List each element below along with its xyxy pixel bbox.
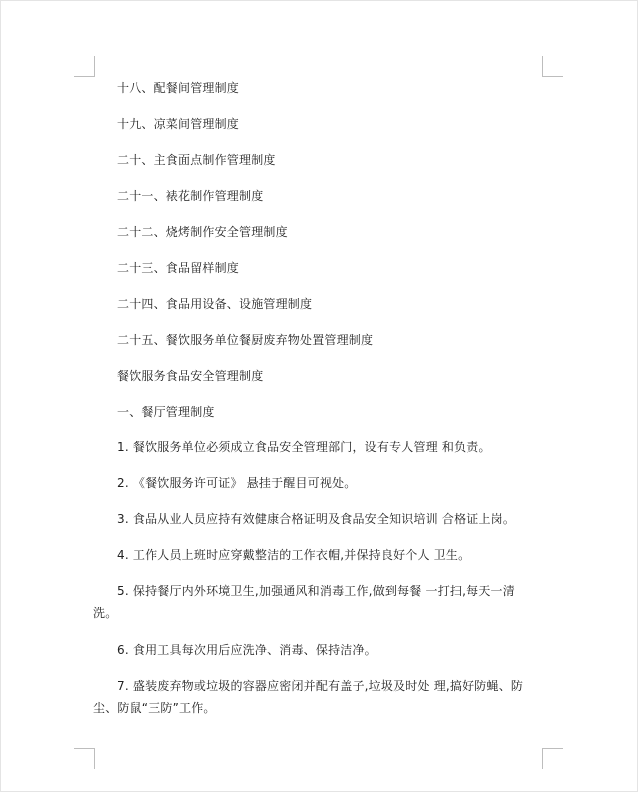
crop-mark-top-right <box>542 56 563 77</box>
rule-paragraph: 5. 保持餐厅内外环境卫生,加强通风和消毒工作,做到每餐 一打扫,每天一清洗。 <box>93 584 515 620</box>
rule-paragraph: 6. 食用工具每次用后应洗净、消毒、保持洁净。 <box>117 643 377 657</box>
rule-paragraph: 3. 食品从业人员应持有效健康合格证明及食品安全知识培训 合格证上岗。 <box>117 512 516 526</box>
rule-paragraph: 2. 《餐饮服务许可证》 悬挂于醒目可视处。 <box>117 476 357 490</box>
toc-item: 二十三、食品留样制度 <box>117 261 240 275</box>
toc-item: 二十二、烧烤制作安全管理制度 <box>117 225 288 239</box>
crop-mark-top-left <box>74 56 95 77</box>
rule-paragraph: 4. 工作人员上班时应穿戴整洁的工作衣帽,并保持良好个人 卫生。 <box>117 548 471 562</box>
toc-item: 二十、主食面点制作管理制度 <box>117 153 276 167</box>
document-title: 餐饮服务食品安全管理制度 <box>117 369 264 383</box>
toc-item: 二十一、裱花制作管理制度 <box>117 189 264 203</box>
crop-mark-bottom-left <box>74 748 95 769</box>
rule-paragraph: 7. 盛装废弃物或垃圾的容器应密闭并配有盖子,垃圾及时处 理,搞好防蝇、防尘、防鼠“三防”工作。 <box>93 679 524 715</box>
crop-mark-bottom-right <box>542 748 563 769</box>
toc-item: 十八、配餐间管理制度 <box>117 81 240 95</box>
rule-paragraph: 1. 餐饮服务单位必须成立食品安全管理部门，设有专人管理 和负责。 <box>117 440 491 454</box>
toc-item: 二十五、餐饮服务单位餐厨废弃物处置管理制度 <box>117 333 374 347</box>
toc-item: 二十四、食品用设备、设施管理制度 <box>117 297 313 311</box>
toc-item: 十九、凉菜间管理制度 <box>117 117 240 131</box>
section-heading: 一、餐厅管理制度 <box>117 405 215 419</box>
